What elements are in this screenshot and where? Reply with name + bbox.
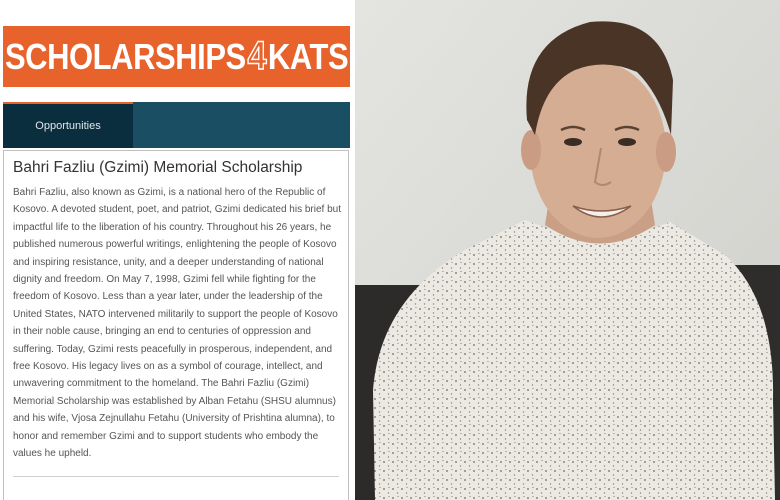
divider — [13, 476, 339, 477]
portrait-photo — [355, 0, 780, 500]
scholarship-page — [0, 0, 352, 500]
tab-opportunities[interactable]: Opportunities — [3, 102, 133, 148]
portrait-illustration — [355, 0, 780, 500]
scholarship-panel — [3, 150, 349, 500]
scholarship-description: Bahri Fazliu, also known as Gzimi, is a national hero of the Republic of Kosovo. A devoted student, poet, and patriot, Gzimi dedicated his brief but impactful life to the liberation of his country. Throughout his 26 years, he published numerous powerful writings, enlightening the people of Kosovo and inspiring resistance, unity, and a deeper understanding of national dignity and freedom. On May 7, 1998, Gzimi fell while fighting for the freedom of Kosovo. Less than a year later, under the leadership of the United States, NATO intervened militarily to support the people of Kosovo in their noble cause, bringing an end to centuries of oppression and suffering. Today, Gzimi rests peacefully in prosperous, independent, and free Kosovo. His legacy lives on as a symbol of courage, intellect, and unwavering commitment to the homeland. The Bahri Fazliu (Gzimi) Memorial Scholarship was established by Alban Fetahu (SHSU alumnus) and his wife, Vjosa Zejnullahu Fetahu (University of Prishtina alumna), to honor and remember Gzimi and to support students who embody the values he upheld. — [13, 187, 341, 460]
scholarship-title: Bahri Fazliu (Gzimi) Memorial Scholarship — [13, 159, 303, 176]
logo-text: SCHOLARSHIPS4KATS — [4, 34, 349, 78]
nav-bar — [3, 102, 350, 148]
site-logo[interactable] — [3, 26, 350, 87]
